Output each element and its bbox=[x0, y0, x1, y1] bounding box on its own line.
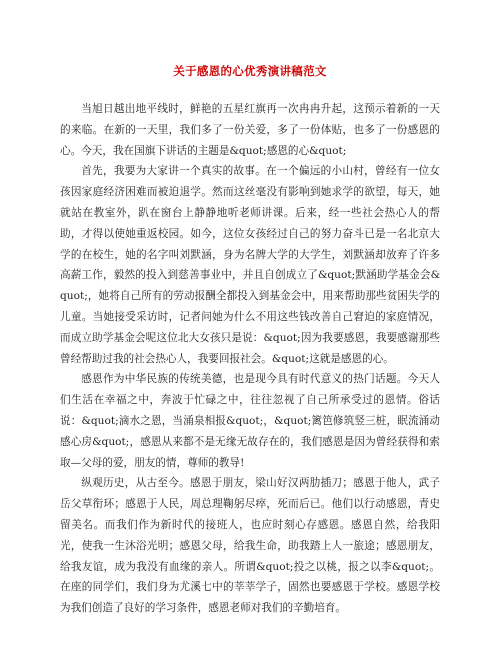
paragraph-1: 当旭日越出地平线时，鲜艳的五星红旗再一次冉冉升起，这预示着新的一天的来临。在新的一天里，我们多了一份关爱，多了一份体贴，也多了一份感恩的心。今天，我在国旗下讲话的主题是&quot;感恩的心&quot; bbox=[60, 103, 440, 157]
paragraph-2: 首先，我要为大家讲一个真实的故事。在一个偏远的小山村，曾经有一位女孩因家庭经济困难而被迫退学。然而这丝毫没有影响到她求学的欲望，每天，她就站在教室外，趴在窗台上静静地听老师讲课。后来，经一些社会热心人的帮助，才得以使她重返校园。如今，这位女孩经过自己的努力奋斗已是一名北京大学的在校生，她的名字叫刘默涵，身为名牌大学的大学生，刘默涵却放弃了许多高薪工作，毅然的投入到慈善事业中，并且自创成立了&quot;默涵助学基金会&quot;，她将自己所有的劳动报酬全都投入到基金会中，用来帮助那些贫困失学的儿童。当她接受采访时，记者问她为什么不用这些钱改善自己窘迫的家庭情况，而成立助学基金会呢这位北大女孩只是说：&quot;因为我要感恩，我要感谢那些曾经帮助过我的社会热心人，我要回报社会。&quot;这就是感恩的心。 bbox=[60, 165, 440, 365]
document-title: 关于感恩的心优秀演讲稿范文 bbox=[173, 64, 327, 78]
paragraph-3: 感恩作为中华民族的传统美德，也是现今具有时代意义的热门话题。今天人们生活在幸福之中，奔波于忙碌之中，往往忽视了自己所承受过的恩情。俗话说：&quot;滴水之恩，当涌泉相报&quot;，&quot;篱笆修筑竖三桩，眠流涌动感心房&quot;，感恩从来都不是无缘无故存在的，我们感恩是因为曾经获得和索取—父母的爱，朋友的情，尊师的教导! bbox=[60, 373, 440, 469]
paragraph-4: 纵观历史，从古至今。感恩于朋友，梁山好汉两肋插刀；感恩于他人，武子岳父草衔环；感恩于人民，周总理鞠躬尽瘁，死而后已。他们以行动感恩，青史留美名。而我们作为新时代的接班人，也应时刻心存感恩。感恩自然，给我阳光，使我一生沐浴光明；感恩父母，给我生命，助我踏上人一旅途；感恩朋友，给我友谊，成为我没有血缘的亲人。所谓&quot;投之以桃，报之以李&quot;。在座的同学们，我们身为尤溪七中的莘莘学子，固然也要感恩于学校。感恩学校为我们创造了良好的学习条件，感恩老师对我们的辛勤培育。 bbox=[60, 477, 440, 615]
